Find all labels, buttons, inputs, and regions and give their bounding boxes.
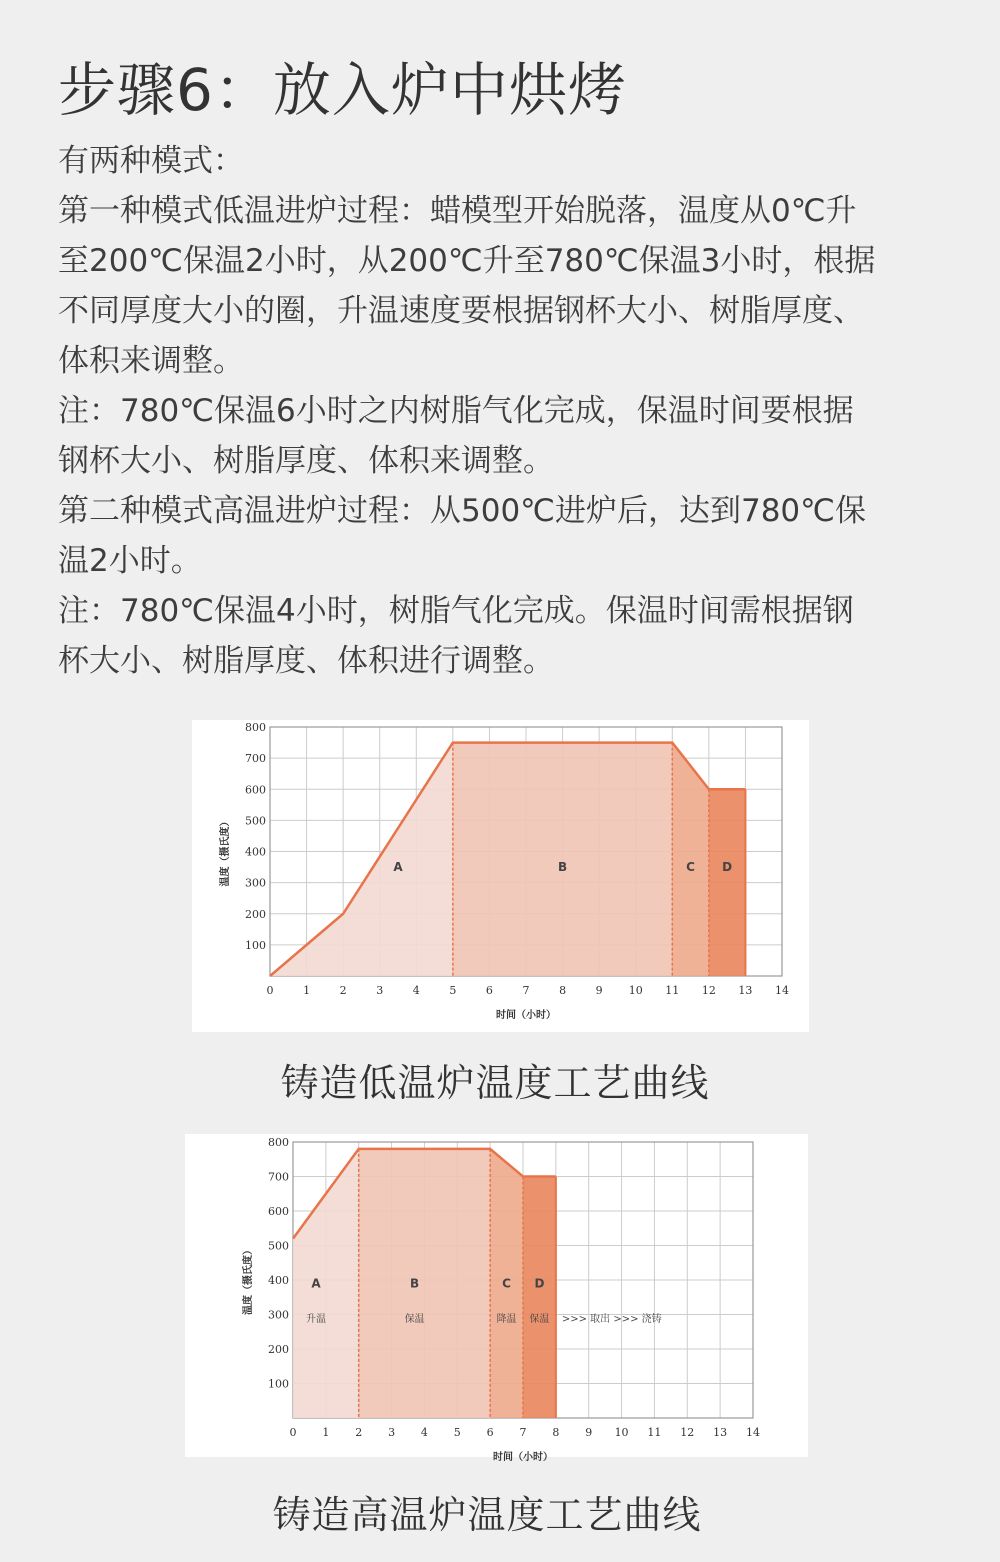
y-tick-label: 300: [245, 876, 266, 890]
y-tick-label: 100: [268, 1377, 289, 1391]
zone-d: [523, 1177, 556, 1419]
y-tick-label: 700: [268, 1170, 289, 1184]
x-tick-label: 1: [303, 984, 311, 997]
y-tick-label: 400: [245, 845, 266, 859]
x-tick-label: 14: [746, 1426, 760, 1439]
x-tick-label: 1: [322, 1426, 330, 1439]
x-tick-label: 0: [289, 1426, 297, 1439]
zone-label-a: A: [393, 860, 403, 875]
x-tick-label: 8: [552, 1426, 560, 1439]
zone-label-a: A: [311, 1276, 321, 1291]
x-tick-label: 10: [628, 984, 643, 997]
y-tick-label: 800: [268, 1136, 289, 1149]
x-tick-label: 0: [266, 984, 274, 997]
y-tick-label: 600: [245, 783, 266, 797]
x-axis-title: 时间（小时）: [493, 1452, 553, 1463]
x-tick-label: 3: [376, 984, 384, 997]
x-tick-label: 4: [420, 1426, 428, 1439]
x-tick-label: 8: [559, 984, 567, 997]
y-tick-label: 400: [268, 1274, 289, 1287]
x-tick-label: 13: [738, 984, 753, 997]
zone-d: [709, 789, 746, 976]
text-line: 温2小时。: [58, 543, 202, 579]
x-tick-label: 5: [449, 984, 457, 997]
y-tick-label: 300: [268, 1308, 289, 1322]
x-tick-label: 10: [614, 1426, 629, 1439]
low-temp-chart-svg: [192, 720, 809, 1032]
x-tick-label: 7: [519, 1426, 527, 1439]
y-axis-title: 温度（摄氏度）: [220, 816, 231, 887]
x-tick-label: 2: [339, 984, 347, 997]
x-tick-label: 2: [355, 1426, 363, 1439]
y-tick-label: 500: [268, 1239, 289, 1253]
y-tick-label: 200: [245, 907, 266, 921]
zone-label-d: D: [534, 1276, 545, 1291]
text-line: 至200℃保温2小时，从200℃升至780℃保温3小时，根据: [58, 243, 876, 279]
high-temp-chart-caption: 铸造高温炉温度工艺曲线: [272, 1493, 702, 1537]
low-temp-chart: [192, 720, 809, 1032]
text-line: 不同厚度大小的圈，升温速度要根据钢杯大小、树脂厚度、: [58, 293, 864, 329]
x-tick-label: 13: [713, 1426, 728, 1439]
text-line: 体积来调整。: [58, 343, 244, 379]
x-tick-label: 9: [585, 1426, 593, 1439]
zone-label-d: D: [722, 860, 733, 875]
text-line: 杯大小、树脂厚度、体积进行调整。: [58, 643, 554, 679]
x-tick-label: 12: [680, 1426, 695, 1439]
zone-sublabel: 降温: [496, 1313, 517, 1325]
x-tick-label: 11: [665, 984, 680, 997]
y-tick-label: 600: [268, 1205, 289, 1218]
y-tick-label: 500: [245, 814, 266, 828]
x-tick-label: 6: [485, 984, 493, 997]
x-tick-label: 9: [595, 984, 603, 997]
zone-sublabel: 升温: [306, 1313, 326, 1325]
low-temp-chart-caption: 铸造低温炉温度工艺曲线: [280, 1061, 710, 1105]
zone-sublabel: 保温: [529, 1313, 550, 1325]
x-tick-label: 11: [647, 1426, 662, 1439]
zone-label-c: C: [686, 860, 695, 875]
x-tick-label: 7: [522, 984, 530, 997]
text-line: 第二种模式高温进炉过程：从500℃进炉后，达到780℃保: [58, 493, 866, 529]
x-tick-label: 14: [775, 984, 789, 997]
after-process-text: >>> 取出 >>> 浇铸: [561, 1313, 662, 1325]
high-temp-chart: [185, 1134, 808, 1463]
text-line: 有两种模式：: [58, 143, 244, 179]
text-line: 注：780℃保温6小时之内树脂气化完成，保温时间要根据: [58, 393, 854, 429]
text-line: 注：780℃保温4小时，树脂气化完成。保温时间需根据钢: [58, 593, 854, 629]
high-temp-chart-svg: [185, 1134, 808, 1463]
zone-label-c: C: [502, 1276, 511, 1291]
zone-sublabel: 保温: [404, 1313, 425, 1325]
x-tick-label: 12: [701, 984, 716, 997]
text-line: 第一种模式低温进炉过程：蜡模型开始脱落，温度从0℃升: [58, 193, 857, 229]
x-tick-label: 6: [486, 1426, 494, 1439]
y-tick-label: 700: [245, 752, 266, 766]
x-tick-label: 5: [453, 1426, 461, 1439]
y-axis-title: 温度（摄氏度）: [243, 1245, 254, 1315]
zone-label-b: B: [557, 860, 568, 875]
text-line: 钢杯大小、树脂厚度、体积来调整。: [58, 443, 554, 479]
y-tick-label: 200: [268, 1343, 289, 1356]
x-tick-label: 3: [388, 1426, 396, 1439]
x-axis-title: 时间（小时）: [496, 1010, 556, 1021]
zone-a: [270, 743, 453, 976]
zone-label-b: B: [409, 1276, 420, 1291]
page-title: 步骤6：放入炉中烘烤: [58, 56, 627, 124]
x-tick-label: 4: [412, 984, 420, 997]
instructions-text: [58, 136, 968, 686]
zone-b: [359, 1149, 490, 1418]
y-tick-label: 800: [245, 721, 266, 734]
y-tick-label: 100: [245, 938, 266, 952]
